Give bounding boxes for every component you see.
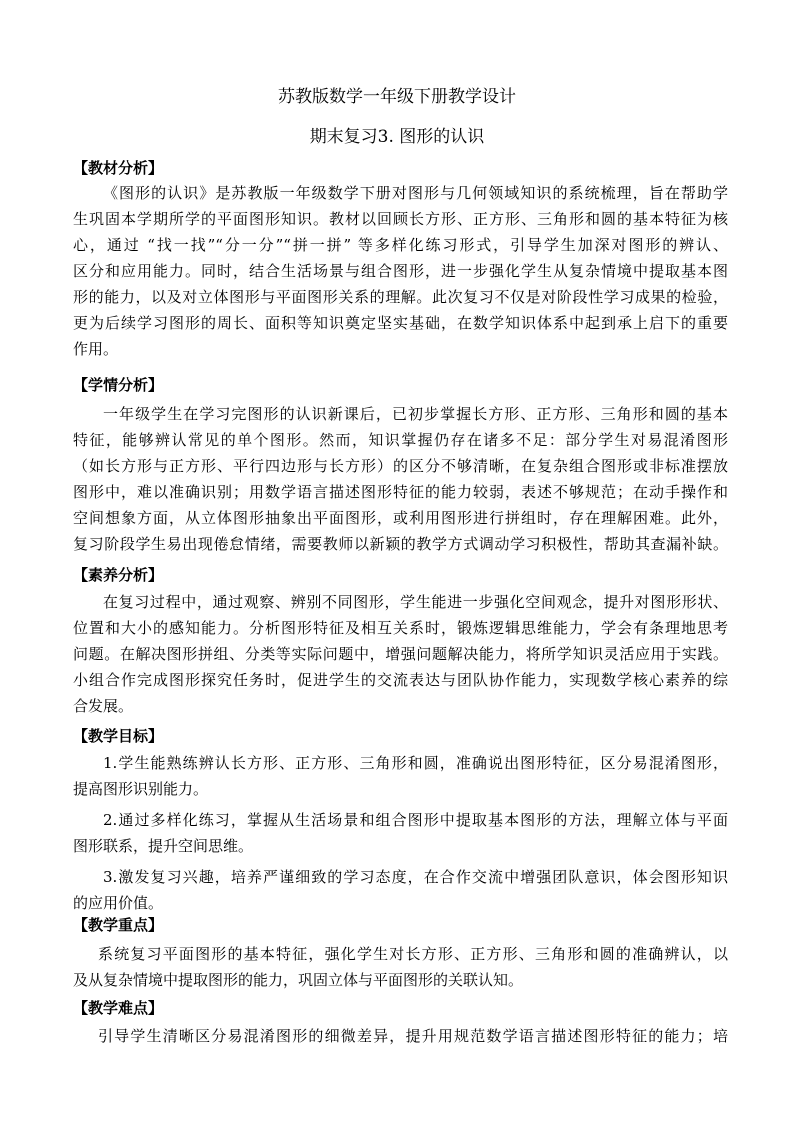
paragraph-line: 及从复杂情境中提取图形的能力，巩固立体与平面图形的关联认知。	[73, 971, 524, 989]
section-heading-teaching-objectives: 【教学目标】	[73, 727, 164, 745]
paragraph-line: 在复习过程中，通过观察、辨别不同图形，学生能进一步强化空间观念，提升对图形形状、	[103, 593, 728, 611]
paragraph-line: 小组合作完成图形探究任务时，促进学生的交流表达与团队协作能力，实现数学核心素养的综	[73, 671, 728, 689]
section-body-learner-analysis	[73, 404, 728, 554]
objective-line: 1.学生能熟练辨认长方形、正方形、三角形和圆，准确说出图形特征，区分易混淆图形，	[103, 754, 728, 772]
section-heading-teaching-difficulty: 【教学难点】	[73, 999, 164, 1017]
section-body-teaching-focus	[73, 944, 728, 990]
paragraph-line: 心，通过 “找一找”“分一分”“拼一拼” 等多样化练习形式，引导学生加深对图形的辨认、	[73, 236, 728, 254]
section-body-textbook-analysis	[73, 183, 728, 359]
paragraph-line: 特征，能够辨认常见的单个图形。然而，知识掌握仍存在诸多不足：部分学生对易混淆图形	[73, 431, 728, 449]
paragraph-line: 形的能力，以及对立体图形与平面图形关系的理解。此次复习不仅是对阶段性学习成果的检验，	[73, 288, 728, 306]
paragraph-line: 一年级学生在学习完图形的认识新课后，已初步掌握长方形、正方形、三角形和圆的基本	[103, 405, 728, 423]
objective-line: 2.通过多样化练习，掌握从生活场景和组合图形中提取基本图形的方法，理解立体与平面	[103, 811, 728, 829]
section-body-teaching-objectives	[73, 753, 728, 913]
paragraph-line: 系统复习平面图形的基本特征，强化学生对长方形、正方形、三角形和圆的准确辨认，以	[98, 945, 728, 963]
paragraph-line: （如长方形与正方形、平行四边形与长方形）的区分不够清晰，在复杂组合图形或非标准摆放	[73, 457, 728, 475]
paragraph-line: 图形中，难以准确识别；用数学语言描述图形特征的能力较弱，表述不够规范；在动手操作和	[73, 483, 728, 501]
paragraph-line: 合发展。	[73, 697, 134, 715]
paragraph-line: 引导学生清晰区分易混淆图形的细微差异，提升用规范数学语言描述图形特征的能力；培	[98, 1027, 728, 1045]
paragraph-line: 《图形的认识》是苏教版一年级数学下册对图形与几何领域知识的系统梳理，旨在帮助学	[103, 184, 728, 202]
paragraph-line: 区分和应用能力。同时，结合生活场景与组合图形，进一步强化学生从复杂情境中提取基本图	[73, 262, 728, 280]
section-heading-competency-analysis: 【素养分析】	[73, 566, 164, 584]
section-body-teaching-difficulty	[73, 1026, 728, 1046]
paragraph-line: 作用。	[73, 340, 119, 358]
objective-line: 3.激发复习兴趣，培养严谨细致的学习态度，在合作交流中增强团队意识，体会图形知识	[103, 868, 728, 886]
section-heading-teaching-focus: 【教学重点】	[73, 916, 164, 934]
paragraph-line: 位置和大小的感知能力。分析图形特征及相互关系时，锻炼逻辑思维能力，学会有条理地思考	[73, 619, 728, 637]
objective-line: 提高图形识别能力。	[73, 780, 209, 798]
objective-line: 的应用价值。	[73, 894, 164, 912]
section-heading-textbook-analysis: 【教材分析】	[73, 159, 164, 177]
objective-line: 图形联系，提升空间思维。	[73, 837, 254, 855]
paragraph-line: 复习阶段学生易出现倦怠情绪，需要教师以新颖的教学方式调动学习积极性，帮助其查漏补缺。	[73, 535, 728, 553]
section-heading-learner-analysis: 【学情分析】	[73, 376, 164, 394]
paragraph-line: 问题。在解决图形拼组、分类等实际问题中，增强问题解决能力，将所学知识灵活应用于实践。	[73, 645, 728, 663]
document-title: 苏教版数学一年级下册教学设计	[278, 87, 516, 107]
paragraph-line: 更为后续学习图形的周长、面积等知识奠定坚实基础，在数学知识体系中起到承上启下的重要	[73, 314, 728, 332]
paragraph-line: 空间想象方面，从立体图形抽象出平面图形，或利用图形进行拼组时，存在理解困难。此外，	[73, 509, 728, 527]
document-subtitle: 期末复习3. 图形的认识	[309, 127, 485, 147]
paragraph-line: 生巩固本学期所学的平面图形知识。教材以回顾长方形、正方形、三角形和圆的基本特征为核	[73, 210, 728, 228]
section-body-competency-analysis	[73, 592, 728, 716]
